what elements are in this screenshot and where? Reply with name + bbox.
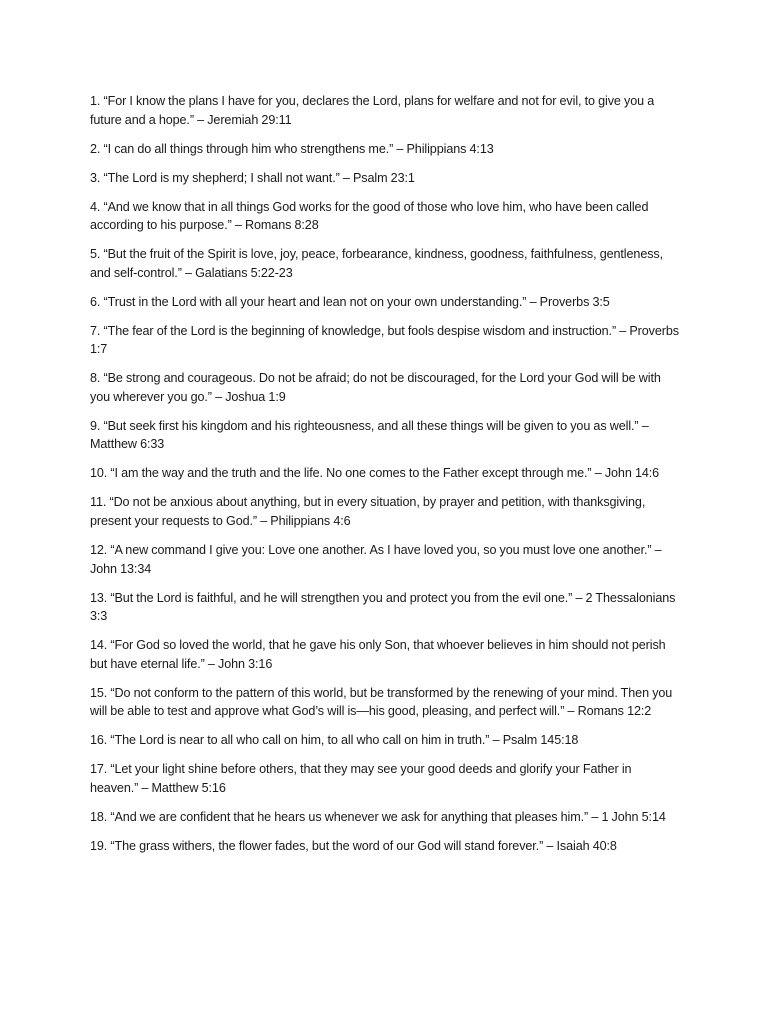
- verse-item: 16. “The Lord is near to all who call on him, to all who call on him in truth.” – Psalm 145:18: [90, 733, 579, 748]
- verse-item: 12. “A new command I give you: Love one another. As I have loved you, so you must love one another.” – John 13:34: [90, 542, 662, 576]
- verse-item: 8. “Be strong and courageous. Do not be afraid; do not be discouraged, for the Lord your God will be with you wherever you go.” – Joshua 1:9: [90, 371, 661, 404]
- verse-item: 17. “Let your light shine before others, that they may see your good deeds and glorify your Father in heaven.” – Matthew 5:16: [90, 762, 632, 795]
- verse-list: [90, 92, 680, 866]
- verse-item: 1. “For I know the plans I have for you, declares the Lord, plans for welfare and not for evil, to give you a future and a hope.” – Jeremiah 29:11: [90, 94, 655, 127]
- verse-item: 15. “Do not conform to the pattern of this world, but be transformed by the renewing of your mind. Then you will be able to test and approve what God’s will is—his good, pleasing, and perfect will.” – Romans 12:2: [90, 685, 673, 719]
- verse-item: 19. “The grass withers, the flower fades, but the word of our God will stand forever.” – Isaiah 40:8: [90, 838, 617, 853]
- verse-item: 5. “But the fruit of the Spirit is love, joy, peace, forbearance, kindness, goodness, faithfulness, gentleness, and self-control.” – Galatians 5:22-23: [90, 247, 664, 280]
- verse-item: 3. “The Lord is my shepherd; I shall not want.” – Psalm 23:1: [90, 170, 415, 185]
- verse-item: 6. “Trust in the Lord with all your heart and lean not on your own understanding.” – Proverbs 3:5: [90, 294, 610, 309]
- verse-item: 14. “For God so loved the world, that he gave his only Son, that whoever believes in him should not perish but have eternal life.” – John 3:16: [90, 638, 666, 671]
- verse-item: 2. “I can do all things through him who strengthens me.” – Philippians 4:13: [90, 141, 494, 156]
- verse-item: 10. “I am the way and the truth and the life. No one comes to the Father except through me.” – John 14:6: [90, 466, 660, 481]
- verse-item: 13. “But the Lord is faithful, and he will strengthen you and protect you from the evil one.” – 2 Thessalonians 3:3: [90, 590, 676, 624]
- verse-item: 18. “And we are confident that he hears us whenever we ask for anything that pleases him.” – 1 John 5:14: [90, 809, 666, 824]
- verse-item: 4. “And we know that in all things God works for the good of those who love him, who have been called according to his purpose.” – Romans 8:28: [90, 199, 649, 233]
- verse-item: 11. “Do not be anxious about anything, but in every situation, by prayer and petition, with thanksgiving, present your requests to God.” – Philippians 4:6: [90, 495, 646, 528]
- verse-item: 7. “The fear of the Lord is the beginning of knowledge, but fools despise wisdom and instruction.” – Proverbs 1:7: [90, 323, 679, 357]
- verse-item: 9. “But seek first his kingdom and his righteousness, and all these things will be given to you as well.” – Matthew 6:33: [90, 418, 649, 452]
